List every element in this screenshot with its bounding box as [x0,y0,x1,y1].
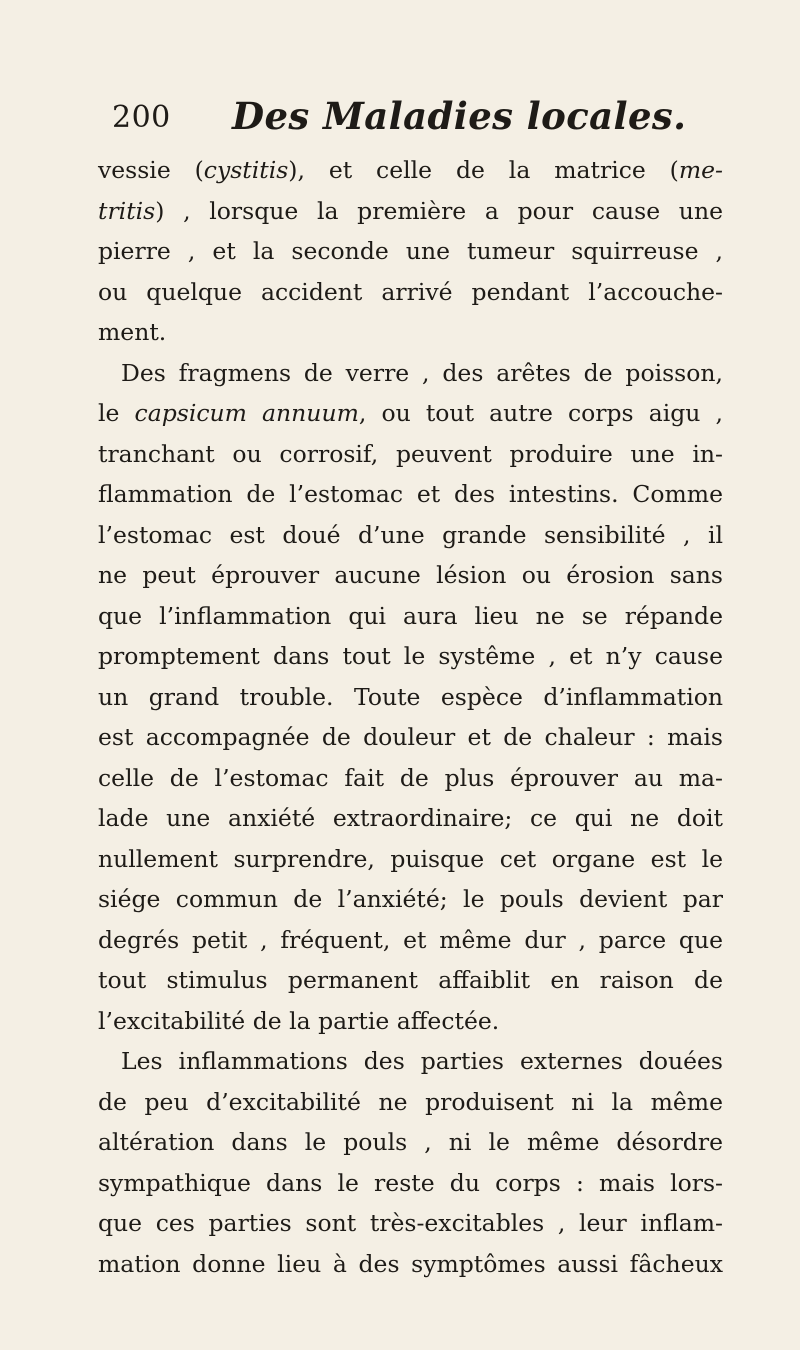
text-segment: tranchant ou corrosif, peuvent produire une in- [98,439,723,468]
text-line [98,150,723,191]
text-line [98,1203,723,1244]
text-line [98,393,723,434]
text-line [98,1244,723,1285]
text-line [98,879,723,920]
text-line [98,474,723,515]
text-line [98,312,723,353]
text-line [98,515,723,556]
text-segment: l’estomac est doué d’une grande sensibilité , il [98,520,723,549]
text-segment: est accompagnée de douleur et de chaleur : mais [98,723,723,751]
text-segment: vessie ( [98,156,204,184]
text-segment: promptement dans tout le systême , et n’y cause [98,642,723,670]
text-segment: que ces parties sont très-excitables , leur inflam- [98,1209,723,1237]
text-line [98,839,723,880]
text-line [98,636,723,677]
text-segment: tout stimulus permanent affaiblit en raison de [98,966,723,994]
text-segment: Des fragmens de verre , des arêtes de poisson, [121,358,723,387]
text-segment: degrés petit , fréquent, et même dur , parce que [98,925,723,954]
text-segment: ) , lorsque la première a pour cause une [155,196,723,225]
text-segment: flammation de l’estomac et des intestins. Comme [98,480,723,508]
text-line [98,920,723,961]
text-line [98,1163,723,1204]
text-segment: mation donne lieu à des symptômes aussi fâcheux [98,1249,723,1278]
text-segment: un grand trouble. Toute espèce d’inflammation [98,682,723,711]
italic-term: cystitis [203,156,289,184]
text-segment: ment. [98,318,167,346]
text-segment: Les inflammations des parties externes douées [121,1047,723,1075]
text-segment: de peu d’excitabilité ne produisent ni la même [98,1087,723,1116]
text-segment: altération dans le pouls , ni le même désordre [98,1128,723,1156]
text-line [98,677,723,718]
page-header [0,94,800,148]
text-line [98,1001,723,1042]
text-line [98,1041,723,1082]
text-line [98,434,723,475]
text-line [98,960,723,1001]
text-line [98,596,723,637]
text-segment: ), et celle de la matrice ( [288,156,679,184]
text-segment: , ou tout autre corps aigu , [358,399,724,427]
text-line [98,191,723,232]
text-line [98,555,723,596]
text-segment: ou quelque accident arrivé pendant l’accouche- [98,277,723,306]
italic-term: tritis [98,196,156,225]
text-segment: pierre , et la seconde une tumeur squirreuse , [98,237,723,265]
text-line [98,717,723,758]
text-line [98,353,723,394]
text-segment: celle de l’estomac fait de plus éprouver au ma- [98,763,723,792]
text-line [98,272,723,313]
text-line [98,1082,723,1123]
text-segment: le [98,399,135,427]
text-segment: l’excitabilité de la partie affectée. [98,1006,500,1035]
text-line [98,1122,723,1163]
body-text [98,150,723,1284]
text-segment: sympathique dans le reste du corps : mais lors- [98,1168,723,1197]
text-segment: nullement surprendre, puisque cet organe est le [98,844,723,873]
page-number: 200 [112,100,171,135]
text-segment: lade une anxiété extraordinaire; ce qui ne doit [98,804,723,832]
text-segment: que l’inflammation qui aura lieu ne se répande [98,601,723,630]
text-segment: ne peut éprouver aucune lésion ou érosion sans [98,561,723,589]
text-line [98,758,723,799]
text-segment: siége commun de l’anxiété; le pouls devient par [98,885,723,913]
italic-term: me- [678,156,723,184]
running-title: Des Maladies locales. [232,94,687,138]
italic-term: capsicum annuum [134,399,359,427]
text-line [98,798,723,839]
text-line [98,231,723,272]
